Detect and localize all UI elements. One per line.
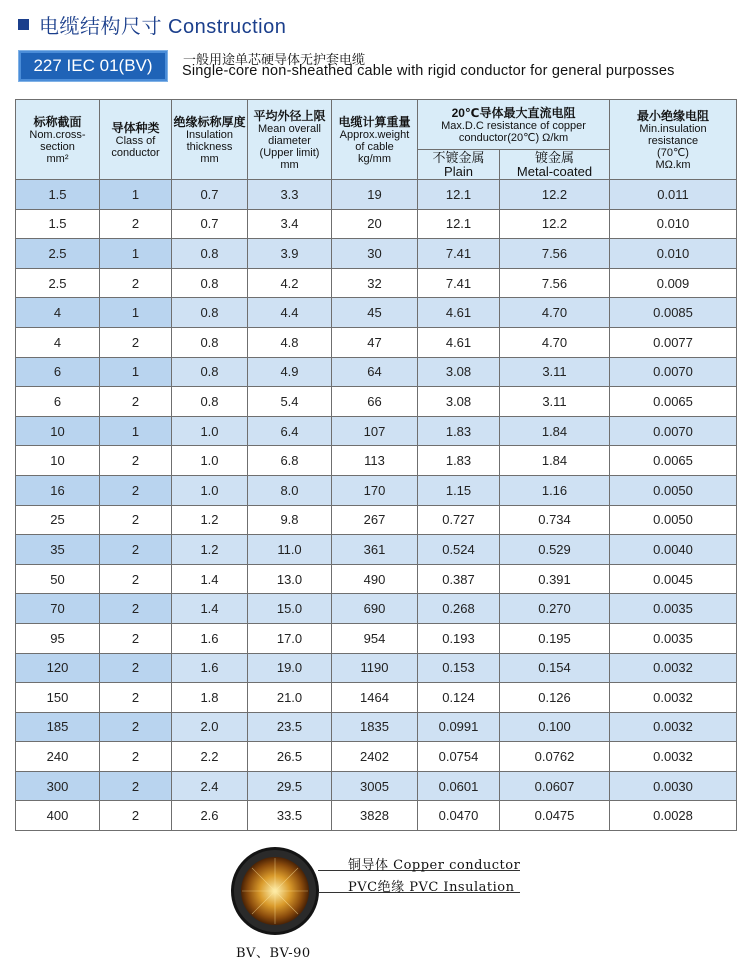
table-cell: 267: [332, 505, 418, 535]
table-cell: 2.2: [172, 742, 248, 772]
table-cell: 4.9: [248, 357, 332, 387]
table-cell: 400: [16, 801, 100, 831]
table-cell: 2: [100, 594, 172, 624]
table-cell: 3.3: [248, 180, 332, 210]
table-cell: 0.387: [418, 564, 500, 594]
table-cell: 3.11: [500, 357, 610, 387]
table-cell: 1835: [332, 712, 418, 742]
table-cell: 0.126: [500, 683, 610, 713]
table-cell: 1.83: [418, 446, 500, 476]
table-row: [16, 742, 737, 772]
table-cell: 0.727: [418, 505, 500, 535]
table-cell: 2: [100, 771, 172, 801]
table-cell: 2: [100, 742, 172, 772]
table-cell: 4.8: [248, 327, 332, 357]
cable-model-label: BV、BV-90: [236, 946, 311, 961]
table-row: [16, 209, 737, 239]
table-cell: 107: [332, 416, 418, 446]
table-cell: 95: [16, 623, 100, 653]
subheader-plain: 不镀金属 Plain: [418, 150, 500, 180]
table-cell: 2: [100, 535, 172, 565]
table-cell: 12.2: [500, 209, 610, 239]
table-row: [16, 801, 737, 831]
table-cell: 13.0: [248, 564, 332, 594]
table-cell: 2: [100, 475, 172, 505]
table-cell: 0.268: [418, 594, 500, 624]
table-cell: 25: [16, 505, 100, 535]
table-cell: 2: [100, 801, 172, 831]
table-row: [16, 298, 737, 328]
table-cell: 0.529: [500, 535, 610, 565]
table-cell: 1.83: [418, 416, 500, 446]
subtitle-english: Single-core non-sheathed cable with rigid conductor for general purposses: [182, 63, 675, 79]
table-cell: 6.8: [248, 446, 332, 476]
table-cell: 2: [100, 387, 172, 417]
header-cross-section: 标称截面 Nom.cross- section mm²: [16, 100, 100, 180]
header-insulation-thickness: 绝缘标称厚度 Insulation thickness mm: [172, 100, 248, 180]
table-cell: 1.6: [172, 653, 248, 683]
table-row: [16, 268, 737, 298]
table-cell: 4: [16, 298, 100, 328]
table-cell: 0.0065: [610, 446, 737, 476]
table-cell: 361: [332, 535, 418, 565]
table-cell: 1.0: [172, 416, 248, 446]
table-cell: 7.56: [500, 239, 610, 269]
table-cell: 15.0: [248, 594, 332, 624]
table-row: [16, 535, 737, 565]
table-cell: 0.0065: [610, 387, 737, 417]
table-body: [16, 180, 737, 831]
table-cell: 0.0070: [610, 357, 737, 387]
table-cell: 0.193: [418, 623, 500, 653]
table-row: [16, 387, 737, 417]
table-cell: 0.009: [610, 268, 737, 298]
table-cell: 1: [100, 239, 172, 269]
table-row: [16, 594, 737, 624]
table-cell: 10: [16, 416, 100, 446]
table-cell: 3.4: [248, 209, 332, 239]
table-cell: 113: [332, 446, 418, 476]
table-cell: 0.0050: [610, 475, 737, 505]
table-cell: 1: [100, 357, 172, 387]
table-cell: 1.8: [172, 683, 248, 713]
table-cell: 64: [332, 357, 418, 387]
table-cell: 0.7: [172, 180, 248, 210]
table-cell: 6: [16, 387, 100, 417]
page-title: 电缆结构尺寸 Construction: [39, 16, 287, 38]
table-cell: 2: [100, 712, 172, 742]
table-cell: 30: [332, 239, 418, 269]
table-cell: 0.0601: [418, 771, 500, 801]
table-cell: 1.5: [16, 209, 100, 239]
table-cell: 3828: [332, 801, 418, 831]
table-cell: 0.0077: [610, 327, 737, 357]
table-cell: 0.0762: [500, 742, 610, 772]
table-cell: 1.0: [172, 446, 248, 476]
table-cell: 5.4: [248, 387, 332, 417]
table-cell: 1.16: [500, 475, 610, 505]
table-cell: 690: [332, 594, 418, 624]
table-row: [16, 712, 737, 742]
table-cell: 0.0085: [610, 298, 737, 328]
table-cell: 12.1: [418, 209, 500, 239]
table-cell: 3005: [332, 771, 418, 801]
subtitle-chinese: 一般用途单芯硬导体无护套电缆: [183, 52, 366, 67]
header-overall-diameter: 平均外径上限 Mean overall diameter (Upper limit) mm: [248, 100, 332, 180]
table-cell: 0.0607: [500, 771, 610, 801]
table-cell: 1.4: [172, 594, 248, 624]
table-cell: 4.70: [500, 298, 610, 328]
table-cell: 1: [100, 180, 172, 210]
table-cell: 4.70: [500, 327, 610, 357]
table-cell: 0.7: [172, 209, 248, 239]
table-cell: 1.0: [172, 475, 248, 505]
table-cell: 0.0035: [610, 594, 737, 624]
header-cable-weight: 电缆计算重量 Approx.weight of cable kg/mm: [332, 100, 418, 180]
table-cell: 1.4: [172, 564, 248, 594]
table-cell: 0.124: [418, 683, 500, 713]
section-header: [18, 10, 286, 39]
table-cell: 1464: [332, 683, 418, 713]
table-cell: 29.5: [248, 771, 332, 801]
table-cell: 240: [16, 742, 100, 772]
table-cell: 26.5: [248, 742, 332, 772]
table-cell: 32: [332, 268, 418, 298]
table-cell: 6.4: [248, 416, 332, 446]
table-row: [16, 475, 737, 505]
table-cell: 70: [16, 594, 100, 624]
table-cell: 2402: [332, 742, 418, 772]
table-cell: 0.8: [172, 268, 248, 298]
table-cell: 2.5: [16, 268, 100, 298]
table-cell: 0.524: [418, 535, 500, 565]
table-cell: 1: [100, 298, 172, 328]
table-row: [16, 653, 737, 683]
table-cell: 2: [100, 653, 172, 683]
table-cell: 0.0032: [610, 683, 737, 713]
table-cell: 2.0: [172, 712, 248, 742]
table-cell: 4.4: [248, 298, 332, 328]
table-cell: 47: [332, 327, 418, 357]
table-cell: 170: [332, 475, 418, 505]
table-cell: 33.5: [248, 801, 332, 831]
table-cell: 7.56: [500, 268, 610, 298]
table-cell: 0.0045: [610, 564, 737, 594]
table-cell: 2: [100, 268, 172, 298]
table-cell: 45: [332, 298, 418, 328]
table-cell: 10: [16, 446, 100, 476]
table-cell: 20: [332, 209, 418, 239]
table-cell: 2: [100, 209, 172, 239]
cable-cross-section-icon: [230, 846, 320, 936]
table-row: [16, 564, 737, 594]
table-cell: 7.41: [418, 268, 500, 298]
table-cell: 0.154: [500, 653, 610, 683]
table-cell: 0.8: [172, 298, 248, 328]
table-cell: 6: [16, 357, 100, 387]
table-cell: 0.0754: [418, 742, 500, 772]
table-cell: 0.0050: [610, 505, 737, 535]
table-cell: 2: [100, 327, 172, 357]
table-header: [16, 100, 737, 180]
table-cell: 12.1: [418, 180, 500, 210]
table-cell: 0.8: [172, 239, 248, 269]
header-insulation-resistance: 最小绝缘电阻 Min.insulation resistance (70℃) MΩ.km: [610, 100, 737, 180]
model-badge: 227 IEC 01(BV): [18, 50, 168, 82]
table-cell: 2: [100, 446, 172, 476]
construction-table: [15, 99, 737, 831]
table-cell: 120: [16, 653, 100, 683]
table-row: [16, 239, 737, 269]
table-cell: 1.5: [16, 180, 100, 210]
table-cell: 954: [332, 623, 418, 653]
table-cell: 0.0030: [610, 771, 737, 801]
table-cell: 1.84: [500, 416, 610, 446]
table-cell: 3.08: [418, 387, 500, 417]
table-cell: 3.11: [500, 387, 610, 417]
table-cell: 7.41: [418, 239, 500, 269]
table-cell: 0.8: [172, 387, 248, 417]
table-cell: 0.391: [500, 564, 610, 594]
table-cell: 12.2: [500, 180, 610, 210]
table-cell: 4.2: [248, 268, 332, 298]
table-cell: 1.2: [172, 505, 248, 535]
subheader-metal-coated: 镀金属 Metal-coated: [500, 150, 610, 180]
table-cell: 2.5: [16, 239, 100, 269]
table-row: [16, 416, 737, 446]
table-cell: 0.0028: [610, 801, 737, 831]
table-cell: 0.734: [500, 505, 610, 535]
table-cell: 17.0: [248, 623, 332, 653]
table-cell: 1.2: [172, 535, 248, 565]
table-cell: 0.0991: [418, 712, 500, 742]
table-cell: 150: [16, 683, 100, 713]
table-cell: 2.6: [172, 801, 248, 831]
table-cell: 2.4: [172, 771, 248, 801]
table-row: [16, 357, 737, 387]
table-cell: 0.195: [500, 623, 610, 653]
table-cell: 4: [16, 327, 100, 357]
table-row: [16, 771, 737, 801]
table-cell: 1.84: [500, 446, 610, 476]
table-cell: 0.010: [610, 239, 737, 269]
table-cell: 0.8: [172, 357, 248, 387]
table-cell: 35: [16, 535, 100, 565]
table-cell: 490: [332, 564, 418, 594]
table-row: [16, 623, 737, 653]
table-cell: 0.0035: [610, 623, 737, 653]
table-cell: 50: [16, 564, 100, 594]
label-copper-conductor: 铜导体 Copper conductor: [348, 858, 521, 873]
table-cell: 1: [100, 416, 172, 446]
table-cell: 9.8: [248, 505, 332, 535]
table-cell: 0.010: [610, 209, 737, 239]
table-cell: 300: [16, 771, 100, 801]
table-cell: 1190: [332, 653, 418, 683]
table-cell: 21.0: [248, 683, 332, 713]
label-pvc-insulation: PVC绝缘 PVC Insulation: [348, 880, 515, 895]
table-row: [16, 180, 737, 210]
table-cell: 0.0032: [610, 653, 737, 683]
table-cell: 3.9: [248, 239, 332, 269]
table-cell: 0.0032: [610, 712, 737, 742]
table-cell: 0.100: [500, 712, 610, 742]
table-cell: 11.0: [248, 535, 332, 565]
table-cell: 3.08: [418, 357, 500, 387]
table-cell: 19.0: [248, 653, 332, 683]
table-cell: 0.0040: [610, 535, 737, 565]
table-cell: 8.0: [248, 475, 332, 505]
table-cell: 0.0070: [610, 416, 737, 446]
header-conductor-class: 导体种类 Class of conductor: [100, 100, 172, 180]
table-cell: 0.0475: [500, 801, 610, 831]
table-cell: 1.15: [418, 475, 500, 505]
table-cell: 66: [332, 387, 418, 417]
table-cell: 185: [16, 712, 100, 742]
table-row: [16, 446, 737, 476]
table-cell: 19: [332, 180, 418, 210]
table-cell: 1.6: [172, 623, 248, 653]
table-cell: 0.0470: [418, 801, 500, 831]
table-row: [16, 505, 737, 535]
table-cell: 16: [16, 475, 100, 505]
table-cell: 0.0032: [610, 742, 737, 772]
table-cell: 4.61: [418, 327, 500, 357]
table-cell: 2: [100, 564, 172, 594]
table-row: [16, 327, 737, 357]
table-cell: 23.5: [248, 712, 332, 742]
table-row: [16, 683, 737, 713]
table-cell: 0.153: [418, 653, 500, 683]
bullet-square-icon: [18, 19, 29, 30]
table-cell: 4.61: [418, 298, 500, 328]
table-cell: 0.8: [172, 327, 248, 357]
table-cell: 0.270: [500, 594, 610, 624]
table-cell: 2: [100, 623, 172, 653]
table-cell: 0.011: [610, 180, 737, 210]
header-dc-resistance: 20℃导体最大直流电阻 Max.D.C resistance of copper conductor(20℃) Ω/km: [418, 100, 610, 150]
table-cell: 2: [100, 683, 172, 713]
table-cell: 2: [100, 505, 172, 535]
